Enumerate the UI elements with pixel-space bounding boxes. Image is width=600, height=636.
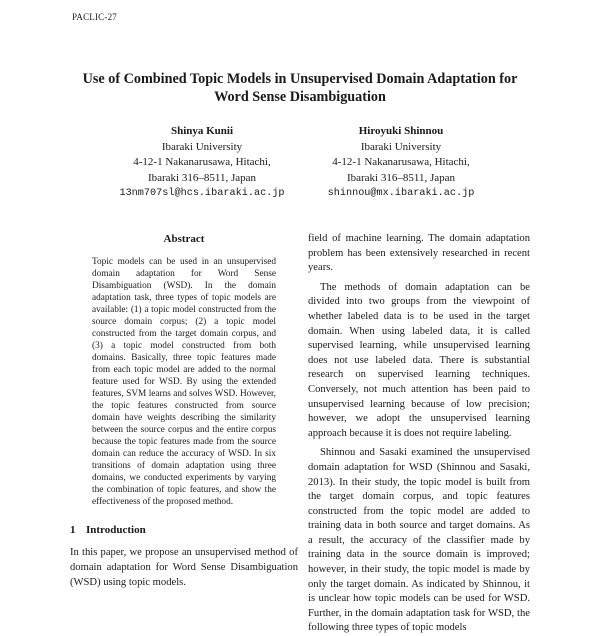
introduction-text: In this paper, we propose an unsupervised method of domain adaptation for Word Sense Disambiguation (WSD) using topic models. bbox=[70, 547, 298, 588]
title-line-1: Use of Combined Topic Models in Unsupervised Domain Adaptation for bbox=[82, 71, 518, 87]
author-block-2 bbox=[286, 124, 516, 202]
section-heading-introduction bbox=[70, 523, 298, 537]
author-email: 13nm707sl@hcs.ibaraki.ac.jp bbox=[119, 188, 285, 199]
author-email: shinnou@mx.ibaraki.ac.jp bbox=[327, 188, 475, 199]
paper-title bbox=[40, 70, 560, 106]
body-paragraph: Shinnou and Sasaki examined the unsupervised domain adaptation for WSD (Shinnou and Sasaki, 2013). In their study, the topic model is built from the target domain corpus, and topic features constructed from the topic model are added to training data in both source and target domains. As a result, the accuracy of the classifier made by training data in the source domain is improved; however, in their study, the topic model is made by only the target domain. As indicated by Shinnou, it is unclear how topic models can be used for WSD. Further, in the domain adaptation task for WSD, the following three types of topic models bbox=[308, 447, 530, 634]
author-address: 4-12-1 Nakanarusawa, Hitachi, bbox=[133, 156, 271, 168]
section-title: Introduction bbox=[86, 524, 146, 536]
author-affiliation: Ibaraki University bbox=[360, 140, 442, 153]
author-address: Ibaraki 316–8511, Japan bbox=[346, 171, 456, 184]
author-block-1 bbox=[87, 124, 317, 202]
author-name: Hiroyuki Shinnou bbox=[358, 125, 444, 137]
author-address: Ibaraki 316–8511, Japan bbox=[147, 171, 257, 184]
abstract-text: Topic models can be used in an unsupervised domain adaptation for Word Sense Disambiguation (WSD). In the domain adaptation task, three types of topic models are available: (1) a topic model constructed from the source domain corpus; (2) a topic model constructed from the target domain corpus, and (3) a topic model constructed from both domains. Basically, three topic features made from each topic model are added to the normal feature used for WSD. By using the extended features, SVM learns and solves WSD. However, the topic features constructed from source domain have weights describing the similarity between the source corpus and the entire corpus because the topic features made from the source domain can reduce the accuracy of WSD. In six transitions of domain adaptation using three domains, we conducted experiments by varying the combination of topic features, and show the effectiveness of the proposed method. bbox=[92, 257, 276, 507]
right-column bbox=[308, 232, 530, 636]
body-paragraph: field of machine learning. The domain adaptation problem has been extensively researched in recent years. bbox=[308, 233, 530, 274]
author-affiliation: Ibaraki University bbox=[161, 140, 243, 153]
body-paragraph: The methods of domain adaptation can be divided into two groups from the viewpoint of whether labeled data is to be used in the target domain. When using labeled data, it is called supervised learning, while unsupervised learning does not use labeled data. There is substantial research on supervised learning techniques. Conversely, not much attention has been paid to unsupervised learning because of low precision; however, we adopt the unsupervised learning approach because it is does not require labeling. bbox=[308, 281, 530, 439]
title-line-2: Word Sense Disambiguation bbox=[214, 89, 386, 105]
left-column bbox=[70, 232, 298, 590]
author-address: 4-12-1 Nakanarusawa, Hitachi, bbox=[332, 156, 470, 168]
section-number: 1 bbox=[70, 524, 76, 536]
author-name: Shinya Kunii bbox=[170, 125, 234, 137]
abstract-heading: Abstract bbox=[163, 233, 205, 245]
conference-tag: PACLIC-27 bbox=[72, 12, 117, 22]
